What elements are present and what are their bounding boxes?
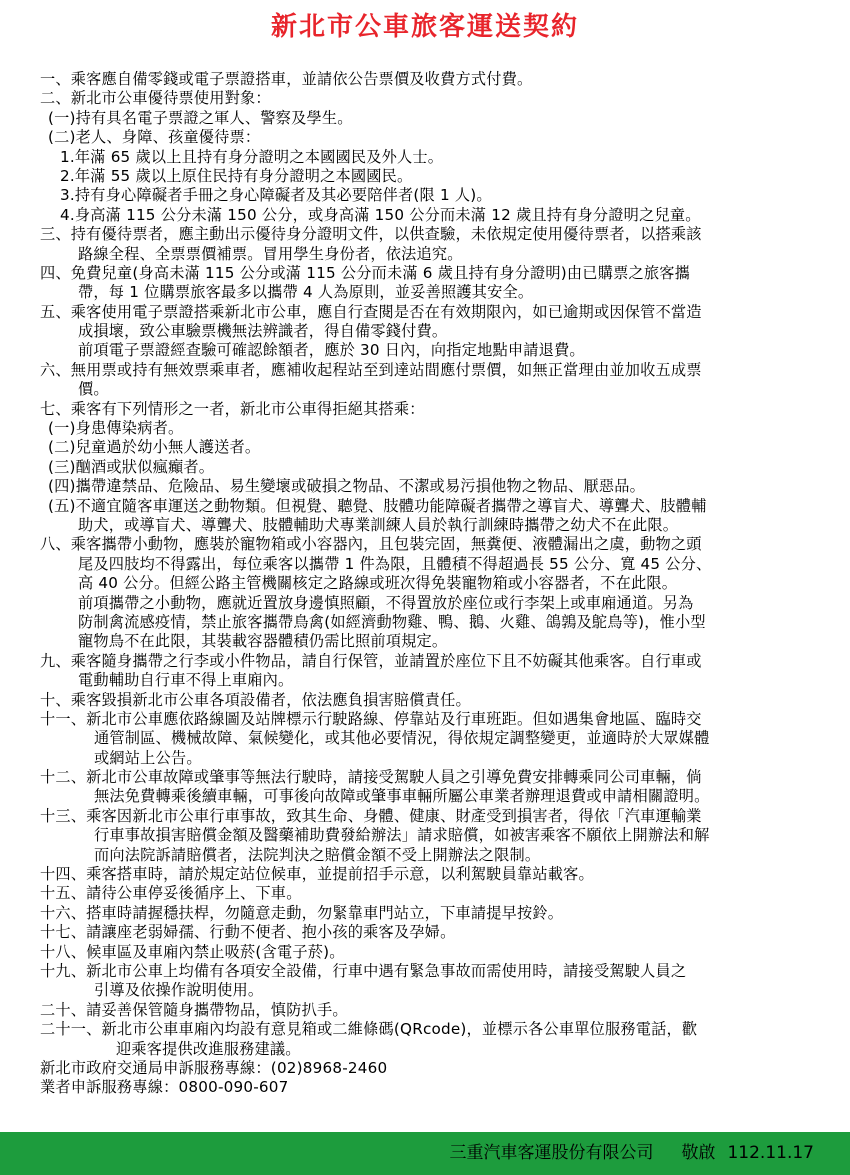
contract-line: 十、乘客毀損新北市公車各項設備者，依法應負損害賠償責任。 bbox=[40, 690, 471, 709]
contract-line: 助犬，或導盲犬、導聾犬、肢體輔助犬專業訓練人員於執行訓練時攜帶之幼犬不在此限。 bbox=[78, 515, 679, 534]
contract-line: 一、乘客應自備零錢或電子票證搭車，並請依公告票價及收費方式付費。 bbox=[40, 70, 533, 88]
contract-line: 六、無用票或持有無效票乘車者，應補收起程站至到達站間應付票價，如無正當理由並加收五成票 bbox=[40, 360, 702, 379]
contract-line: (五)不適宜隨客車運送之動物類。但視覺、聽覺、肢體功能障礙者攜帶之導盲犬、導聾犬、肢體輔 bbox=[48, 496, 707, 515]
contract-line: 高 40 公分。但經公路主管機關核定之路線或班次得免裝寵物箱或小容器者，不在此限。 bbox=[78, 574, 678, 593]
contract-line: (二)老人、身障、孩童優待票： bbox=[48, 128, 261, 147]
contract-line: 前項電子票證經查驗可確認餘額者，應於 30 日內，向指定地點申請退費。 bbox=[78, 341, 585, 360]
contract-line: 十三、乘客因新北市公車行車事故，致其生命、身體、健康、財產受到損害者，得依「汽車運輸業 bbox=[40, 806, 702, 825]
contract-line: 十二、新北市公車故障或肇事等無法行駛時，請接受駕駛人員之引導免費安排轉乘同公司車輛，倘 bbox=[40, 768, 702, 787]
contract-line: 四、免費兒童(身高未滿 115 公分或滿 115 公分而未滿 6 歲且持有身分證明)由已購票之旅客攜 bbox=[40, 263, 691, 282]
contract-line: 業者申訴服務專線：0800-090-607 bbox=[40, 1078, 289, 1097]
contract-line: (一)持有具名電子票證之軍人、警察及學生。 bbox=[48, 108, 353, 127]
contract-line: 十一、新北市公車應依路線圖及站牌標示行駛路線、停靠站及行車班距。但如遇集會地區、臨時交 bbox=[40, 709, 702, 728]
contract-line: 十九、新北市公車上均備有各項安全設備，行車中遇有緊急事故而需使用時，請接受駕駛人員之 bbox=[40, 961, 687, 980]
greeting-text: 敬啟 bbox=[681, 1143, 716, 1163]
contract-line: 三、持有優待票者，應主動出示優待身分證明文件，以供查驗，未依規定使用優待票者，以搭乘該 bbox=[40, 225, 702, 244]
contract-line: 路線全程、全票票價補票。冒用學生身份者，依法追究。 bbox=[78, 244, 463, 263]
contract-line: (三)酗酒或狀似瘋癲者。 bbox=[48, 457, 215, 476]
contract-line: 電動輔助自行車不得上車廂內。 bbox=[78, 671, 294, 690]
contract-line: 行車事故損害賠償金額及醫藥補助費發給辦法」請求賠償，如被害乘客不願依上開辦法和解 bbox=[94, 826, 710, 845]
contract-line: 八、乘客攜帶小動物，應裝於寵物箱或小容器內，且包裝完固，無糞便、液體漏出之虞，動物之頭 bbox=[40, 535, 702, 554]
contract-line: 十八、候車區及車廂內禁止吸菸(含電子菸)。 bbox=[40, 942, 345, 961]
contract-line: 4.身高滿 115 公分未滿 150 公分，或身高滿 150 公分而未滿 12 歲且持有身分證明之兒童。 bbox=[60, 205, 701, 224]
contract-line: 或網站上公告。 bbox=[94, 748, 202, 767]
contract-line: 前項攜帶之小動物，應就近置放身邊慎照顧，不得置放於座位或行李架上或車廂通道。另為 bbox=[78, 593, 694, 612]
issue-date: 112.11.17 bbox=[727, 1143, 814, 1163]
contract-line: (四)攜帶違禁品、危險品、易生變壞或破損之物品、不潔或易污損他物之物品、厭惡品。 bbox=[48, 477, 645, 496]
contract-line: 寵物鳥不在此限，其裝載容器體積仍需比照前項規定。 bbox=[78, 632, 448, 651]
contract-line: 九、乘客隨身攜帶之行李或小件物品，請自行保管，並請置於座位下且不妨礙其他乘客。自行車或 bbox=[40, 651, 702, 670]
footer-bar bbox=[0, 1132, 850, 1175]
contract-line: 二十、請妥善保管隨身攜帶物品，慎防扒手。 bbox=[40, 1000, 348, 1019]
contract-line: 1.年滿 65 歲以上且持有身分證明之本國國民及外人士。 bbox=[60, 147, 444, 166]
contract-line: (二)兒童過於幼小無人護送者。 bbox=[48, 438, 261, 457]
contract-line: 通管制區、機械故障、氣候變化，或其他必要情況，得依規定調整變更，並適時於大眾媒體 bbox=[94, 729, 710, 748]
contract-line: 新北市政府交通局申訴服務專線：(02)8968-2460 bbox=[40, 1058, 388, 1077]
contract-terms bbox=[40, 70, 820, 1098]
contract-line: 2.年滿 55 歲以上原住民持有身分證明之本國國民。 bbox=[60, 166, 413, 185]
contract-line: 五、乘客使用電子票證搭乘新北市公車，應自行查閱是否在有效期限內，如已逾期或因保管不當造 bbox=[40, 302, 702, 321]
contract-line: 二十一、新北市公車車廂內均設有意見箱或二維條碼(QRcode)，並標示各公車單位服務電話，歡 bbox=[40, 1020, 698, 1039]
contract-line: 二、新北市公車優待票使用對象： bbox=[40, 89, 271, 108]
contract-line: 引導及依操作說明使用。 bbox=[94, 981, 264, 1000]
contract-line: 十五、請待公車停妥後循序上、下車。 bbox=[40, 884, 302, 903]
page-title: 新北市公車旅客運送契約 bbox=[270, 12, 579, 42]
contract-line: 成損壞，致公車驗票機無法辨識者，得自備零錢付費。 bbox=[78, 322, 448, 341]
company-name: 三重汽車客運股份有限公司 bbox=[449, 1143, 654, 1163]
contract-line: (一)身患傳染病者。 bbox=[48, 419, 184, 438]
contract-line: 十七、請讓座老弱婦孺、行動不便者、抱小孩的乘客及孕婦。 bbox=[40, 923, 456, 942]
contract-line: 帶，每 1 位購票旅客最多以攜帶 4 人為原則，並妥善照護其安全。 bbox=[78, 283, 534, 302]
contract-line: 十四、乘客搭車時，請於規定站位候車，並提前招手示意，以利駕駛員靠站載客。 bbox=[40, 865, 594, 884]
contract-line: 價。 bbox=[78, 380, 109, 399]
contract-line: 十六、搭車時請握穩扶桿，勿隨意走動，勿緊靠車門站立，下車請提早按鈴。 bbox=[40, 903, 564, 922]
contract-line: 而向法院訴請賠償者，法院判決之賠償金額不受上開辦法之限制。 bbox=[94, 845, 541, 864]
contract-line: 防制禽流感疫情，禁止旅客攜帶鳥禽(如經濟動物雞、鴨、鵝、火雞、鴿鶉及鴕鳥等)，惟小型 bbox=[78, 612, 706, 631]
contract-line: 迎乘客提供改進服務建議。 bbox=[116, 1039, 301, 1058]
contract-line: 七、乘客有下列情形之一者，新北市公車得拒絕其搭乘： bbox=[40, 399, 425, 418]
contract-line: 3.持有身心障礙者手冊之身心障礙者及其必要陪伴者(限 1 人)。 bbox=[60, 186, 492, 205]
footer-signature bbox=[449, 1142, 814, 1164]
contract-line: 尾及四肢均不得露出，每位乘客以攜帶 1 件為限，且體積不得超過長 55 公分、寬 45 公分、 bbox=[78, 554, 712, 573]
contract-line: 無法免費轉乘後續車輛，可事後向故障或肇事車輛所屬公車業者辦理退費或申請相關證明。 bbox=[94, 787, 710, 806]
